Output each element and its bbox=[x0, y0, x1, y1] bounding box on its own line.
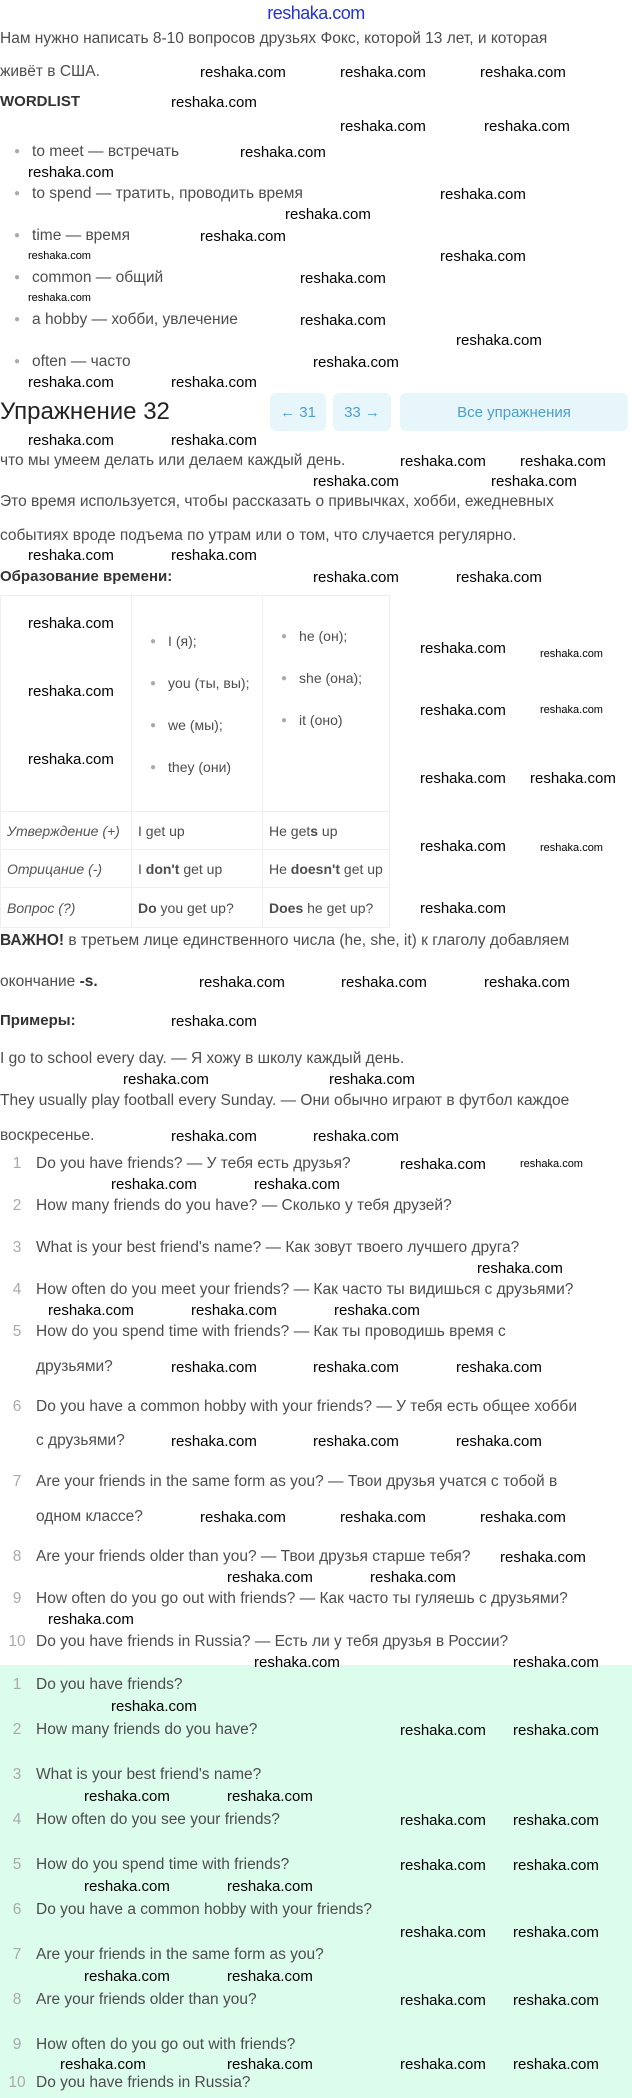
list-item: 1 Do you have friends? — У тебя есть друзья? bbox=[12, 1155, 351, 1172]
watermark: reshaka.com bbox=[28, 432, 114, 449]
table-cell: Do you get up? bbox=[132, 888, 263, 928]
exercise-title: Упражнение 32 bbox=[0, 398, 170, 425]
watermark: reshaka.com bbox=[171, 374, 257, 391]
watermark: reshaka.com bbox=[513, 1812, 599, 1829]
list-item: 10 Do you have friends in Russia? — Есть ли у тебя друзья в России? bbox=[8, 1633, 509, 1650]
watermark: reshaka.com bbox=[313, 1433, 399, 1450]
wordlist-item bbox=[14, 227, 130, 247]
watermark: reshaka.com bbox=[84, 1878, 170, 1895]
watermark: reshaka.com bbox=[477, 1260, 563, 1277]
theory-line: событиях вроде подъема по утрам или о том, что случается регулярно. bbox=[0, 527, 517, 544]
wordlist-item-text: time — время bbox=[32, 227, 130, 244]
watermark: reshaka.com bbox=[60, 2056, 146, 2073]
pronoun: ● I (я); bbox=[150, 632, 197, 649]
watermark: reshaka.com bbox=[400, 453, 486, 470]
important-note: ВАЖНО! в третьем лице единственного числа (he, she, it) к глаголу добавляем bbox=[0, 932, 570, 949]
watermark: reshaka.com bbox=[84, 1968, 170, 1985]
bullet-icon: ● bbox=[14, 230, 21, 241]
watermark: reshaka.com bbox=[500, 1549, 586, 1566]
watermark: reshaka.com bbox=[530, 770, 616, 787]
wordlist-item bbox=[14, 311, 238, 331]
list-item-cont: друзьями? bbox=[36, 1358, 113, 1375]
wordlist-item bbox=[14, 353, 131, 373]
answer-item: 8 Are your friends older than you? bbox=[12, 1991, 257, 2008]
example: They usually play football every Sunday. — Они обычно играют в футбол каждое bbox=[0, 1092, 570, 1109]
bullet-icon: ● bbox=[14, 314, 21, 325]
watermark: reshaka.com bbox=[513, 1924, 599, 1941]
answer-item: 1 Do you have friends? bbox=[12, 1676, 183, 1693]
theory-line: Это время используется, чтобы рассказать о привычках, хобби, ежедневных bbox=[0, 493, 554, 510]
important-note-cont: окончание -s. bbox=[0, 973, 98, 990]
examples-title: Примеры: bbox=[0, 1012, 76, 1029]
answer-item: 4 How often do you see your friends? bbox=[12, 1811, 280, 1828]
watermark: reshaka.com bbox=[400, 2056, 486, 2073]
watermark: reshaka.com bbox=[200, 1509, 286, 1526]
watermark: reshaka.com bbox=[341, 974, 427, 991]
watermark: reshaka.com bbox=[420, 770, 506, 787]
pronoun: ● she (она); bbox=[281, 670, 363, 686]
answer-item: 3 What is your best friend's name? bbox=[12, 1766, 262, 1783]
list-item: 8 Are your friends older than you? — Твои друзья старше тебя? bbox=[12, 1548, 471, 1565]
table-cell: I don't get up bbox=[132, 850, 263, 888]
watermark: reshaka.com bbox=[200, 64, 286, 81]
watermark: reshaka.com bbox=[313, 1359, 399, 1376]
prev-exercise-button[interactable]: ← 31 bbox=[270, 393, 326, 431]
list-item: 2 How many friends do you have? — Сколько у тебя друзей? bbox=[12, 1197, 452, 1214]
wordlist-item-text: common — общий bbox=[32, 269, 164, 286]
watermark: reshaka.com bbox=[456, 332, 542, 349]
watermark: reshaka.com bbox=[254, 1176, 340, 1193]
watermark: reshaka.com bbox=[400, 1812, 486, 1829]
wordlist-item-text: a hobby — хобби, увлечение bbox=[32, 311, 238, 328]
watermark: reshaka.com bbox=[484, 974, 570, 991]
list-item-cont: одном классе? bbox=[36, 1508, 143, 1525]
watermark: reshaka.com bbox=[340, 1509, 426, 1526]
pronoun: ● it (оно) bbox=[281, 712, 343, 728]
watermark: reshaka.com bbox=[370, 1569, 456, 1586]
pronoun: ● he (он); bbox=[281, 628, 348, 644]
watermark: reshaka.com bbox=[400, 1857, 486, 1874]
watermark: reshaka.com bbox=[254, 1654, 340, 1671]
watermark: reshaka.com bbox=[227, 2056, 313, 2073]
watermark: reshaka.com bbox=[440, 186, 526, 203]
watermark: reshaka.com bbox=[313, 473, 399, 490]
watermark: reshaka.com bbox=[513, 2056, 599, 2073]
watermark: reshaka.com bbox=[484, 118, 570, 135]
watermark: reshaka.com bbox=[513, 1992, 599, 2009]
wordlist-item-text: to meet — встречать bbox=[32, 143, 180, 160]
example: воскресенье. bbox=[0, 1127, 95, 1144]
watermark: reshaka.com bbox=[540, 704, 603, 716]
watermark: reshaka.com bbox=[111, 1176, 197, 1193]
theory-line: что мы умеем делать или делаем каждый день. bbox=[0, 452, 346, 469]
list-item-cont: с друзьями? bbox=[36, 1432, 125, 1449]
table-cell bbox=[263, 596, 390, 812]
wordlist-item-text: often — часто bbox=[32, 353, 131, 370]
watermark: reshaka.com bbox=[440, 248, 526, 265]
table-cell: He gets up bbox=[263, 812, 390, 850]
answer-item: 6 Do you have a common hobby with your friends? bbox=[12, 1901, 373, 1918]
answer-item: 7 Are your friends in the same form as you? bbox=[12, 1946, 324, 1963]
wordlist-item-text: to spend — тратить, проводить время bbox=[32, 185, 303, 202]
table-cell: I get up bbox=[132, 812, 263, 850]
watermark: reshaka.com bbox=[540, 842, 603, 854]
list-item: 5 How do you spend time with friends? — Как ты проводишь время с bbox=[12, 1323, 506, 1340]
site-logo[interactable]: reshaka.com bbox=[267, 3, 365, 23]
intro-line-1: Нам нужно написать 8-10 вопросов друзьях Фокс, которой 13 лет, и которая bbox=[0, 30, 548, 47]
intro-line-2: живёт в США. bbox=[0, 63, 100, 80]
watermark: reshaka.com bbox=[171, 1013, 257, 1030]
formation-title: Образование времени: bbox=[0, 568, 173, 585]
row-label: Вопрос (?) bbox=[1, 888, 132, 928]
watermark: reshaka.com bbox=[28, 547, 114, 564]
watermark: reshaka.com bbox=[329, 1071, 415, 1088]
wordlist-item bbox=[14, 269, 163, 289]
watermark: reshaka.com bbox=[313, 354, 399, 371]
watermark: reshaka.com bbox=[520, 453, 606, 470]
watermark: reshaka.com bbox=[171, 1359, 257, 1376]
watermark: reshaka.com bbox=[313, 1128, 399, 1145]
watermark: reshaka.com bbox=[200, 228, 286, 245]
table-cell bbox=[132, 596, 263, 812]
watermark: reshaka.com bbox=[480, 1509, 566, 1526]
watermark: reshaka.com bbox=[28, 164, 114, 181]
watermark: reshaka.com bbox=[340, 118, 426, 135]
watermark: reshaka.com bbox=[456, 1359, 542, 1376]
table-cell: He doesn't get up bbox=[263, 850, 390, 888]
watermark: reshaka.com bbox=[420, 838, 506, 855]
answer-item: 9 How often do you go out with friends? bbox=[12, 2036, 296, 2053]
watermark: reshaka.com bbox=[400, 1924, 486, 1941]
list-item: 3 What is your best friend's name? — Как зовут твоего лучшего друга? bbox=[12, 1239, 520, 1256]
table-row bbox=[1, 850, 390, 888]
wordlist-title: WORDLIST bbox=[0, 93, 80, 110]
answer-item: 10 Do you have friends in Russia? bbox=[8, 2074, 251, 2091]
watermark: reshaka.com bbox=[513, 1722, 599, 1739]
list-item: 9 How often do you go out with friends? — Как часто ты гуляешь с друзьями? bbox=[12, 1590, 568, 1607]
watermark: reshaka.com bbox=[199, 974, 285, 991]
watermark: reshaka.com bbox=[340, 64, 426, 81]
pronoun: ● we (мы); bbox=[150, 716, 223, 733]
watermark: reshaka.com bbox=[285, 206, 371, 223]
watermark: reshaka.com bbox=[111, 1698, 197, 1715]
watermark: reshaka.com bbox=[456, 569, 542, 586]
watermark: reshaka.com bbox=[300, 312, 386, 329]
table-row bbox=[1, 812, 390, 850]
watermark: reshaka.com bbox=[28, 683, 114, 700]
bullet-icon: ● bbox=[14, 188, 21, 199]
watermark: reshaka.com bbox=[300, 270, 386, 287]
watermark: reshaka.com bbox=[334, 1302, 420, 1319]
list-item: 7 Are your friends in the same form as you? — Твои друзья учатся с тобой в bbox=[12, 1473, 558, 1490]
example: I go to school every day. — Я хожу в школу каждый день. bbox=[0, 1050, 405, 1067]
table-row bbox=[1, 888, 390, 928]
list-item: 4 How often do you meet your friends? — Как часто ты видишься с друзьями? bbox=[12, 1281, 574, 1298]
watermark: reshaka.com bbox=[171, 432, 257, 449]
watermark: reshaka.com bbox=[28, 250, 91, 262]
list-item: 6 Do you have a common hobby with your friends? — У тебя есть общее хобби bbox=[12, 1398, 577, 1415]
watermark: reshaka.com bbox=[28, 615, 114, 632]
watermark: reshaka.com bbox=[48, 1302, 134, 1319]
watermark: reshaka.com bbox=[48, 1611, 134, 1628]
watermark: reshaka.com bbox=[191, 1302, 277, 1319]
row-label: Отрицание (-) bbox=[1, 850, 132, 888]
watermark: reshaka.com bbox=[171, 547, 257, 564]
watermark: reshaka.com bbox=[313, 569, 399, 586]
watermark: reshaka.com bbox=[400, 1722, 486, 1739]
watermark: reshaka.com bbox=[28, 292, 91, 304]
watermark: reshaka.com bbox=[520, 1158, 583, 1170]
watermark: reshaka.com bbox=[28, 751, 114, 768]
watermark: reshaka.com bbox=[227, 1878, 313, 1895]
watermark: reshaka.com bbox=[171, 1433, 257, 1450]
watermark: reshaka.com bbox=[123, 1071, 209, 1088]
watermark: reshaka.com bbox=[400, 1156, 486, 1173]
next-exercise-button[interactable]: 33 → bbox=[333, 393, 391, 431]
watermark: reshaka.com bbox=[420, 900, 506, 917]
watermark: reshaka.com bbox=[84, 1788, 170, 1805]
wordlist-item bbox=[14, 185, 303, 205]
watermark: reshaka.com bbox=[171, 1128, 257, 1145]
watermark: reshaka.com bbox=[28, 374, 114, 391]
row-label: Утверждение (+) bbox=[1, 812, 132, 850]
wordlist-item bbox=[14, 143, 179, 163]
answer-item: 2 How many friends do you have? bbox=[12, 1721, 258, 1738]
watermark: reshaka.com bbox=[227, 1569, 313, 1586]
watermark: reshaka.com bbox=[240, 144, 326, 161]
watermark: reshaka.com bbox=[540, 648, 603, 660]
pronoun: ● they (они) bbox=[150, 758, 232, 775]
bullet-icon: ● bbox=[14, 146, 21, 157]
watermark: reshaka.com bbox=[400, 1992, 486, 2009]
answer-item: 5 How do you spend time with friends? bbox=[12, 1856, 290, 1873]
watermark: reshaka.com bbox=[171, 94, 257, 111]
watermark: reshaka.com bbox=[227, 1968, 313, 1985]
bullet-icon: ● bbox=[14, 272, 21, 283]
watermark: reshaka.com bbox=[420, 702, 506, 719]
all-exercises-button[interactable]: Все упражнения bbox=[400, 393, 628, 431]
pronoun: ● you (ты, вы); bbox=[150, 674, 250, 691]
watermark: reshaka.com bbox=[227, 1788, 313, 1805]
table-cell: Does he get up? bbox=[263, 888, 390, 928]
watermark: reshaka.com bbox=[420, 640, 506, 657]
watermark: reshaka.com bbox=[480, 64, 566, 81]
watermark: reshaka.com bbox=[456, 1433, 542, 1450]
watermark: reshaka.com bbox=[491, 473, 577, 490]
bullet-icon: ● bbox=[14, 356, 21, 367]
watermark: reshaka.com bbox=[513, 1654, 599, 1671]
watermark: reshaka.com bbox=[513, 1857, 599, 1874]
